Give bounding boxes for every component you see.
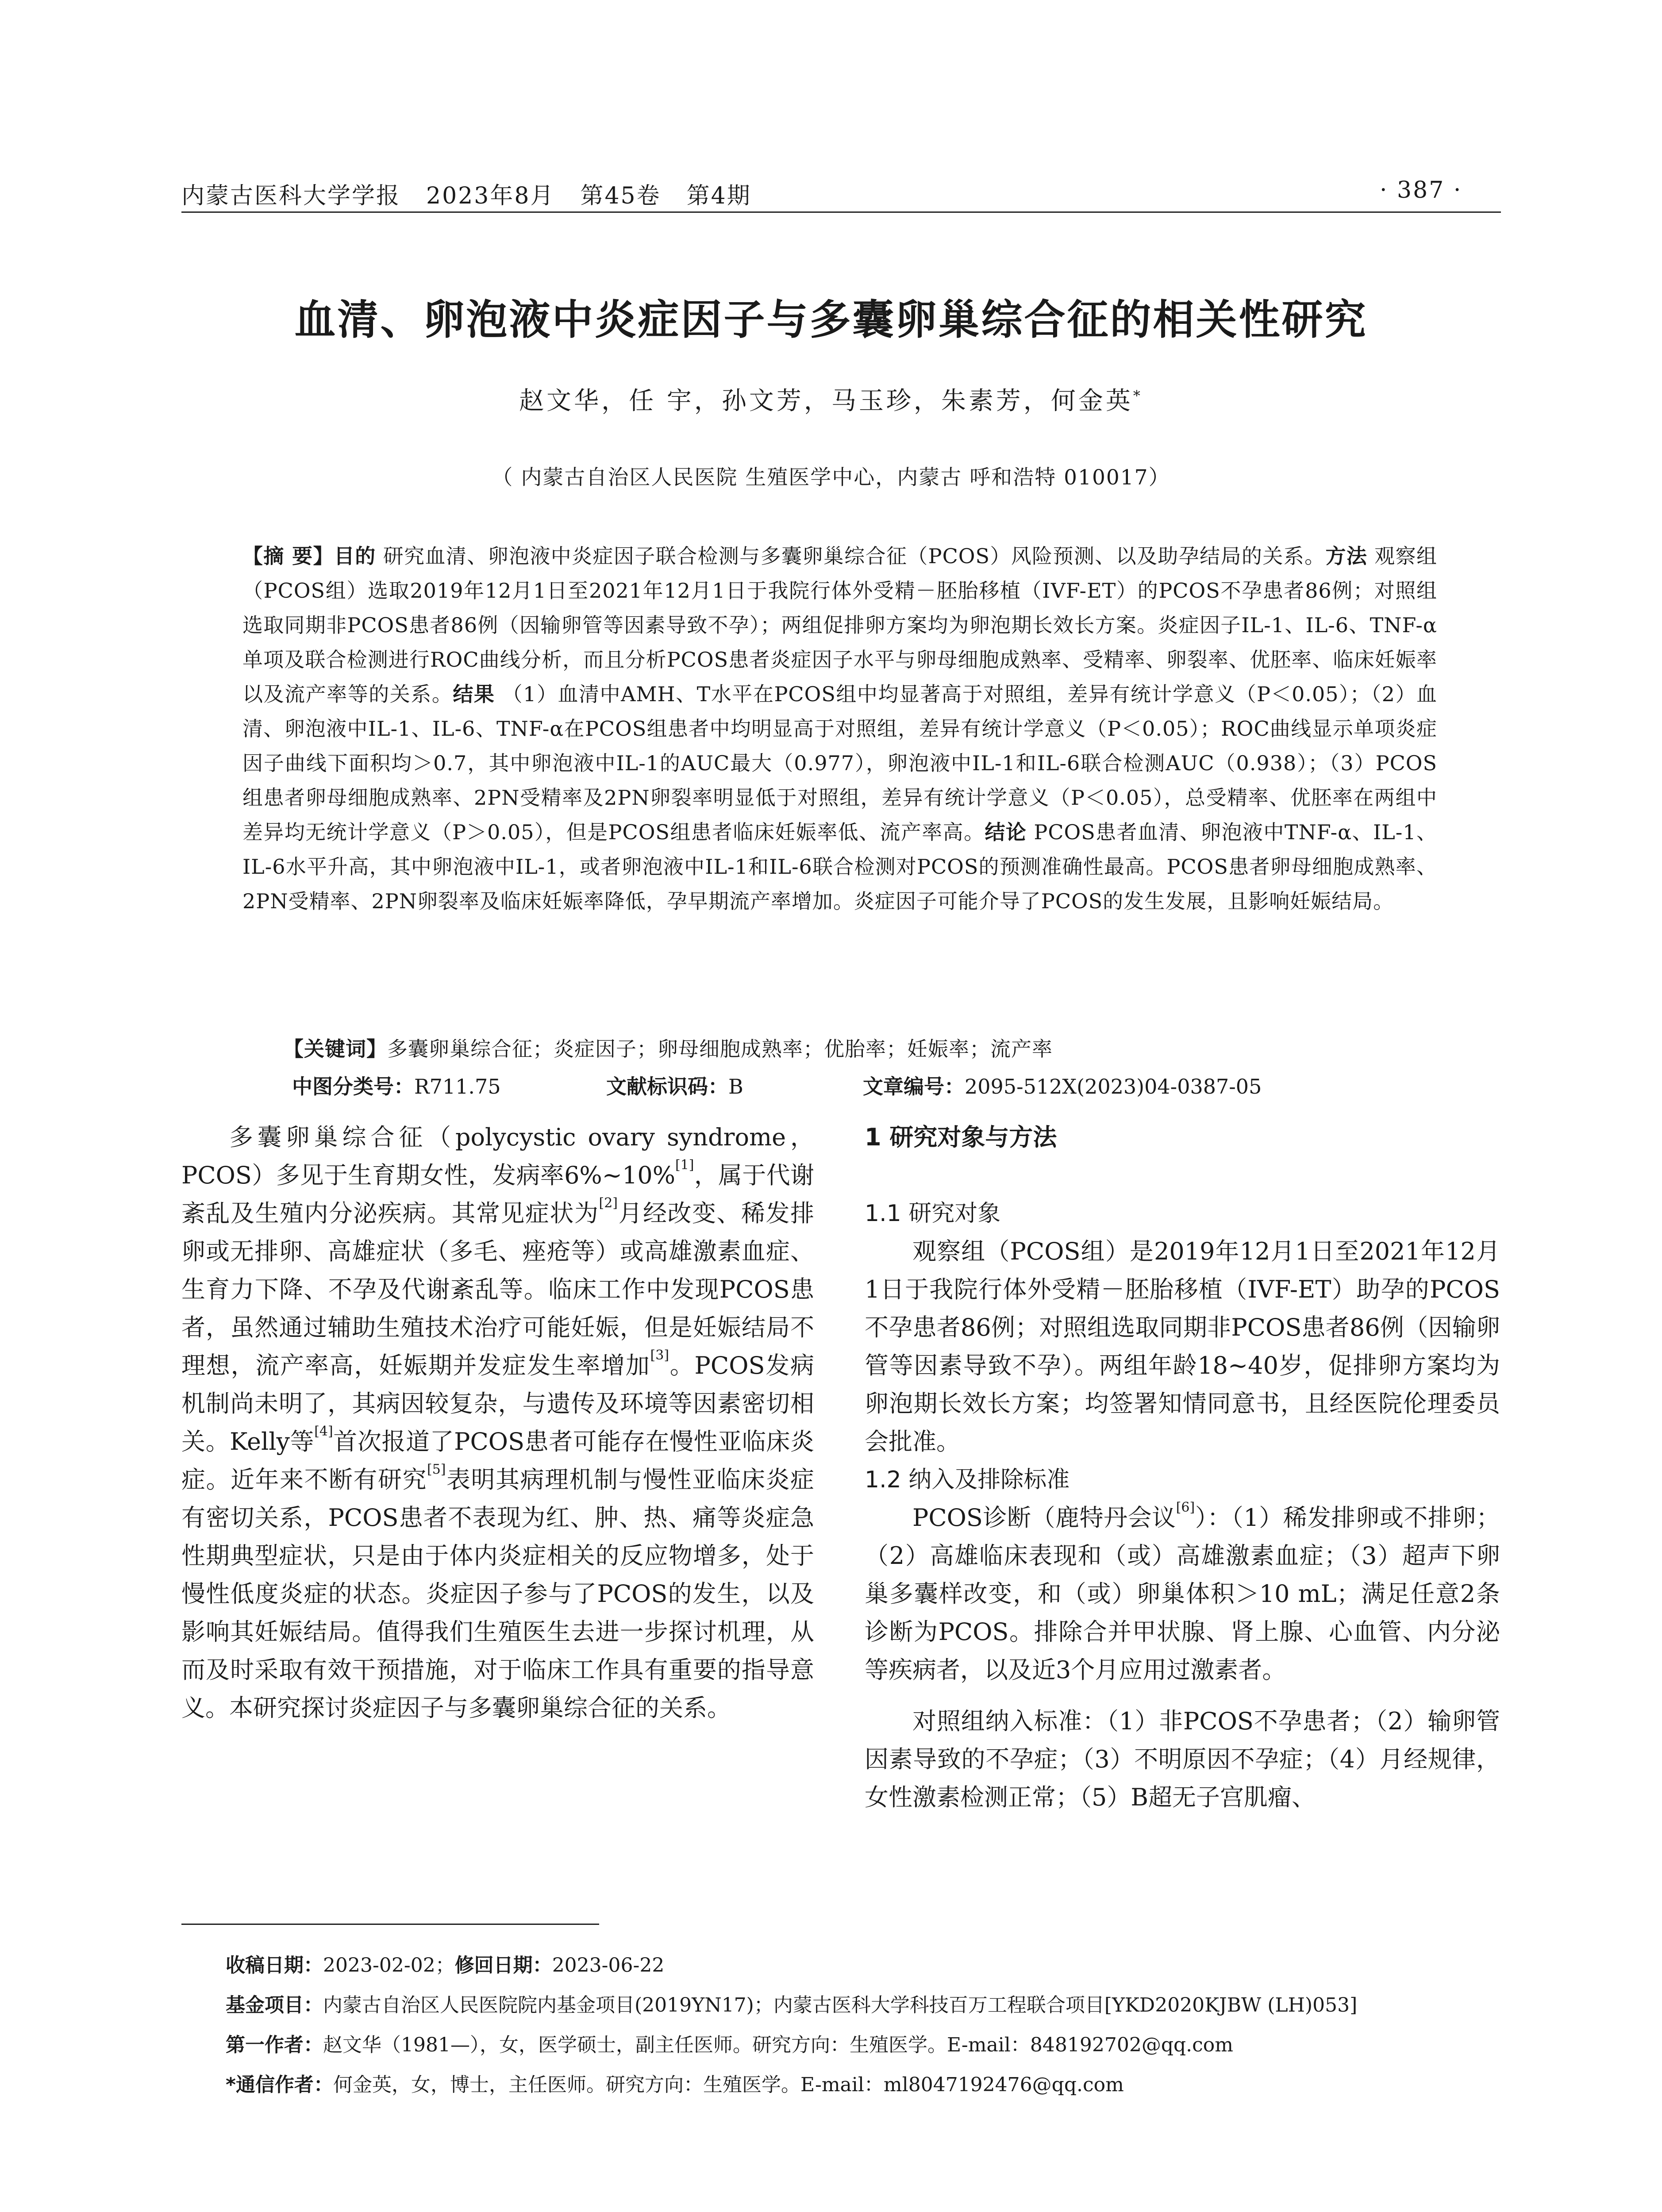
keywords <box>283 1033 1053 1062</box>
section-heading: 1 研究对象与方法 <box>865 1123 1057 1151</box>
corresponding-mark: * <box>1133 387 1143 404</box>
intro-column <box>181 1118 814 1727</box>
keywords-text: 多囊卵巢综合征；炎症因子；卵母细胞成熟率；优胎率；妊娠率；流产率 <box>387 1037 1053 1061</box>
intro-paragraph <box>181 1118 814 1727</box>
author-list <box>0 381 1662 417</box>
first-author-value: 赵文华（1981—），女，医学硕士，副主任医师。研究方向：生殖医学。E-mail：848192702@qq.com <box>323 2034 1233 2056</box>
doc-label: 文献标识码： <box>606 1075 728 1098</box>
control-paragraph: 对照组纳入标准：（1）非PCOS不孕患者；（2）输卵管因素导致的不孕症；（3）不明原因不孕症；（4）月经规律，女性激素检测正常；（5）B超无子宫肌瘤、 <box>865 1707 1500 1811</box>
received-label: 收稿日期： <box>226 1954 323 1977</box>
methods-text: 观察组（PCOS组）选取2019年12月1日至2021年12月1日于我院行体外受精－胚胎移植（IVF-ET）的PCOS不孕患者86例；对照组选取同期非PCOS患者86例（因输卵管等因素导致不孕）；两组促排卵方案均为卵泡期长效长方案。炎症因子IL-1、IL-6、TNF-α单项及联合检测进行ROC曲线分析，而且分析PCOS患者炎症因子水平与卵母细胞成熟率、受精率、卵裂率、优胚率、临床妊娠率以及流产率等的关系。 <box>242 544 1438 706</box>
first-author-label: 第一作者： <box>226 2034 323 2056</box>
intro-text-c: 月经改变、稀发排卵或无排卵、高雄症状（多毛、痤疮等）或高雄激素血症、生育力下降、不孕及代谢紊乱等。临床工作中发现PCOS患者，虽然通过辅助生殖技术治疗可能妊娠，但是妊娠结局不理想，流产率高，妊娠期并发症发生率增加 <box>181 1199 814 1379</box>
revised-value: 2023-06-22 <box>552 1954 665 1977</box>
authors-text: 赵文华，任 宇，孙文芳，马玉珍，朱素芳，何金英 <box>519 387 1133 415</box>
clc-value: R711.75 <box>414 1075 501 1098</box>
affiliation: （ 内蒙古自治区人民医院 生殖医学中心，内蒙古 呼和浩特 010017） <box>492 465 1170 490</box>
document-code <box>606 1071 743 1100</box>
running-header <box>181 177 777 210</box>
corr-label: *通信作者： <box>226 2074 334 2096</box>
article-value: 2095-512X(2023)04-0387-05 <box>965 1075 1262 1098</box>
footnotes <box>226 1946 1509 2105</box>
footnote-rule <box>181 1924 599 1925</box>
ref-6: [6] <box>1176 1500 1195 1515</box>
ref-3: [3] <box>650 1348 669 1363</box>
intro-text-f: 表明其病理机制与慢性亚临床炎症有密切关系，PCOS患者不表现为红、肿、热、痛等炎症急性期典型症状，只是由于体内炎症相关的反应物增多，处于慢性低度炎症的状态。炎症因子参与了PCOS的发生，以及影响其妊娠结局。值得我们生殖医生去进一步探讨机理，从而及时采取有效干预措施，对于临床工作具有重要的指导意义。本研究探讨炎症因子与多囊卵巢综合征的关系。 <box>181 1466 814 1722</box>
article-number <box>863 1071 1262 1100</box>
ref-4: [4] <box>314 1424 333 1439</box>
doc-value: B <box>728 1075 743 1098</box>
header-rule <box>181 211 1501 213</box>
corr-value: 何金英，女，博士，主任医师。研究方向：生殖医学。E-mail：ml8047192476@qq.com <box>333 2074 1124 2096</box>
ref-2: [2] <box>599 1195 618 1211</box>
fund-project <box>226 1985 1509 2025</box>
keywords-label: 【关键词】 <box>283 1037 387 1061</box>
volume: 第45卷 <box>580 183 661 209</box>
intro-text-b: ，属于代谢紊乱及生殖内分泌疾病。其常见症状为 <box>181 1161 814 1227</box>
results-text: （1）血清中AMH、T水平在PCOS组中均显著高于对照组，差异有统计学意义（P＜0.05）；（2）血清、卵泡液中IL-1、IL-6、TNF-α在PCOS组患者中均明显高于对照组，差异有统计学意义（P＜0.05）；ROC曲线显示单项炎症因子曲线下面积均＞0.7，其中卵泡液中IL-1的AUC最大（0.977），卵泡液中IL-1和IL-6联合检测AUC（0.938）；（3）PCOS组患者卵母细胞成熟率、2PN受精率及2PN卵裂率明显低于对照组，差异有统计学意义（P＜0.05），总受精率、优胚率在两组中差异均无统计学意义（P＞0.05），但是PCOS组患者临床妊娠率低、流产率高。 <box>242 682 1438 844</box>
conclusion-text: PCOS患者血清、卵泡液中TNF-α、IL-1、IL-6水平升高，其中卵泡液中IL-1，或者卵泡液中IL-1和IL-6联合检测对PCOS的预测准确性最高。PCOS患者卵母细胞成熟率、2PN受精率、2PN卵裂率及临床妊娠率降低，孕早期流产率增加。炎症因子可能介导了PCOS的发生发展，且影响妊娠结局。 <box>242 820 1438 913</box>
clc-number <box>292 1071 501 1100</box>
ref-5: [5] <box>427 1462 446 1477</box>
revised-label: 修回日期： <box>454 1954 552 1977</box>
received-date <box>226 1946 1509 1985</box>
intro-text-a: 多囊卵巢综合征（polycystic ovary syndrome，PCOS）多见于生育期女性，发病率6%~10% <box>181 1123 814 1189</box>
subject-paragraph: 观察组（PCOS组）是2019年12月1日至2021年12月1日于我院行体外受精－胚胎移植（IVF-ET）助孕的PCOS不孕患者86例；对照组选取同期非PCOS患者86例（因输卵管等因素导致不孕）。两组年龄18~40岁，促排卵方案均为卵泡期长效长方案；均签署知情同意书，且经医院伦理委员会批准。 <box>865 1237 1500 1455</box>
results-label: 结果 <box>453 682 495 706</box>
objective-text: 研究血清、卵泡液中炎症因子联合检测与多囊卵巢综合征（PCOS）风险预测、以及助孕结局的关系。 <box>383 544 1326 568</box>
issue: 第4期 <box>686 183 751 209</box>
first-author <box>226 2025 1509 2065</box>
criteria-text-a: PCOS诊断（鹿特丹会议 <box>912 1504 1176 1532</box>
page-number: · 387 · <box>1380 177 1462 204</box>
subsection-heading-1-2: 1.2 纳入及排除标准 <box>865 1467 1070 1493</box>
criteria-text-b: ）：（1）稀发排卵或不排卵；（2）高雄临床表现和（或）高雄激素血症；（3）超声下卵巢多囊样改变，和（或）卵巢体积＞10 mL；满足任意2条诊断为PCOS。排除合并甲状腺、肾上腺、心血管、内分泌等疾病者，以及近3个月应用过激素者。 <box>865 1504 1500 1684</box>
corresponding-author <box>226 2065 1509 2105</box>
issue-date: 2023年8月 <box>426 183 555 209</box>
criteria-paragraph <box>865 1499 1500 1689</box>
abstract-label: 【摘 要】 <box>242 544 334 568</box>
article-title: 血清、卵泡液中炎症因子与多囊卵巢综合征的相关性研究 <box>294 296 1368 344</box>
conclusion-label: 结论 <box>985 820 1027 844</box>
received-value: 2023-02-02； <box>323 1954 455 1977</box>
intro-text-d: 。PCOS发病机制尚未明了，其病因较复杂，与遗传及环境等因素密切相关。Kelly等 <box>181 1352 815 1455</box>
fund-value: 内蒙古自治区人民医院院内基金项目(2019YN17)；内蒙古医科大学科技百万工程联合项目[YKD2020KJBW (LH)053] <box>323 1994 1358 2016</box>
clc-label: 中图分类号： <box>292 1075 414 1098</box>
fund-label: 基金项目： <box>226 1994 323 2016</box>
subsection-heading-1-1: 1.1 研究对象 <box>865 1200 1001 1227</box>
abstract <box>242 539 1437 918</box>
journal-name: 内蒙古医科大学学报 <box>181 183 401 209</box>
article-label: 文章编号： <box>863 1075 965 1098</box>
objective-label: 目的 <box>334 544 376 568</box>
ref-1: [1] <box>675 1157 694 1173</box>
methods-column <box>865 1118 1500 1816</box>
methods-label: 方法 <box>1325 544 1368 568</box>
intro-text-e: 首次报道了PCOS患者可能存在慢性亚临床炎症。近年来不断有研究 <box>181 1428 814 1494</box>
